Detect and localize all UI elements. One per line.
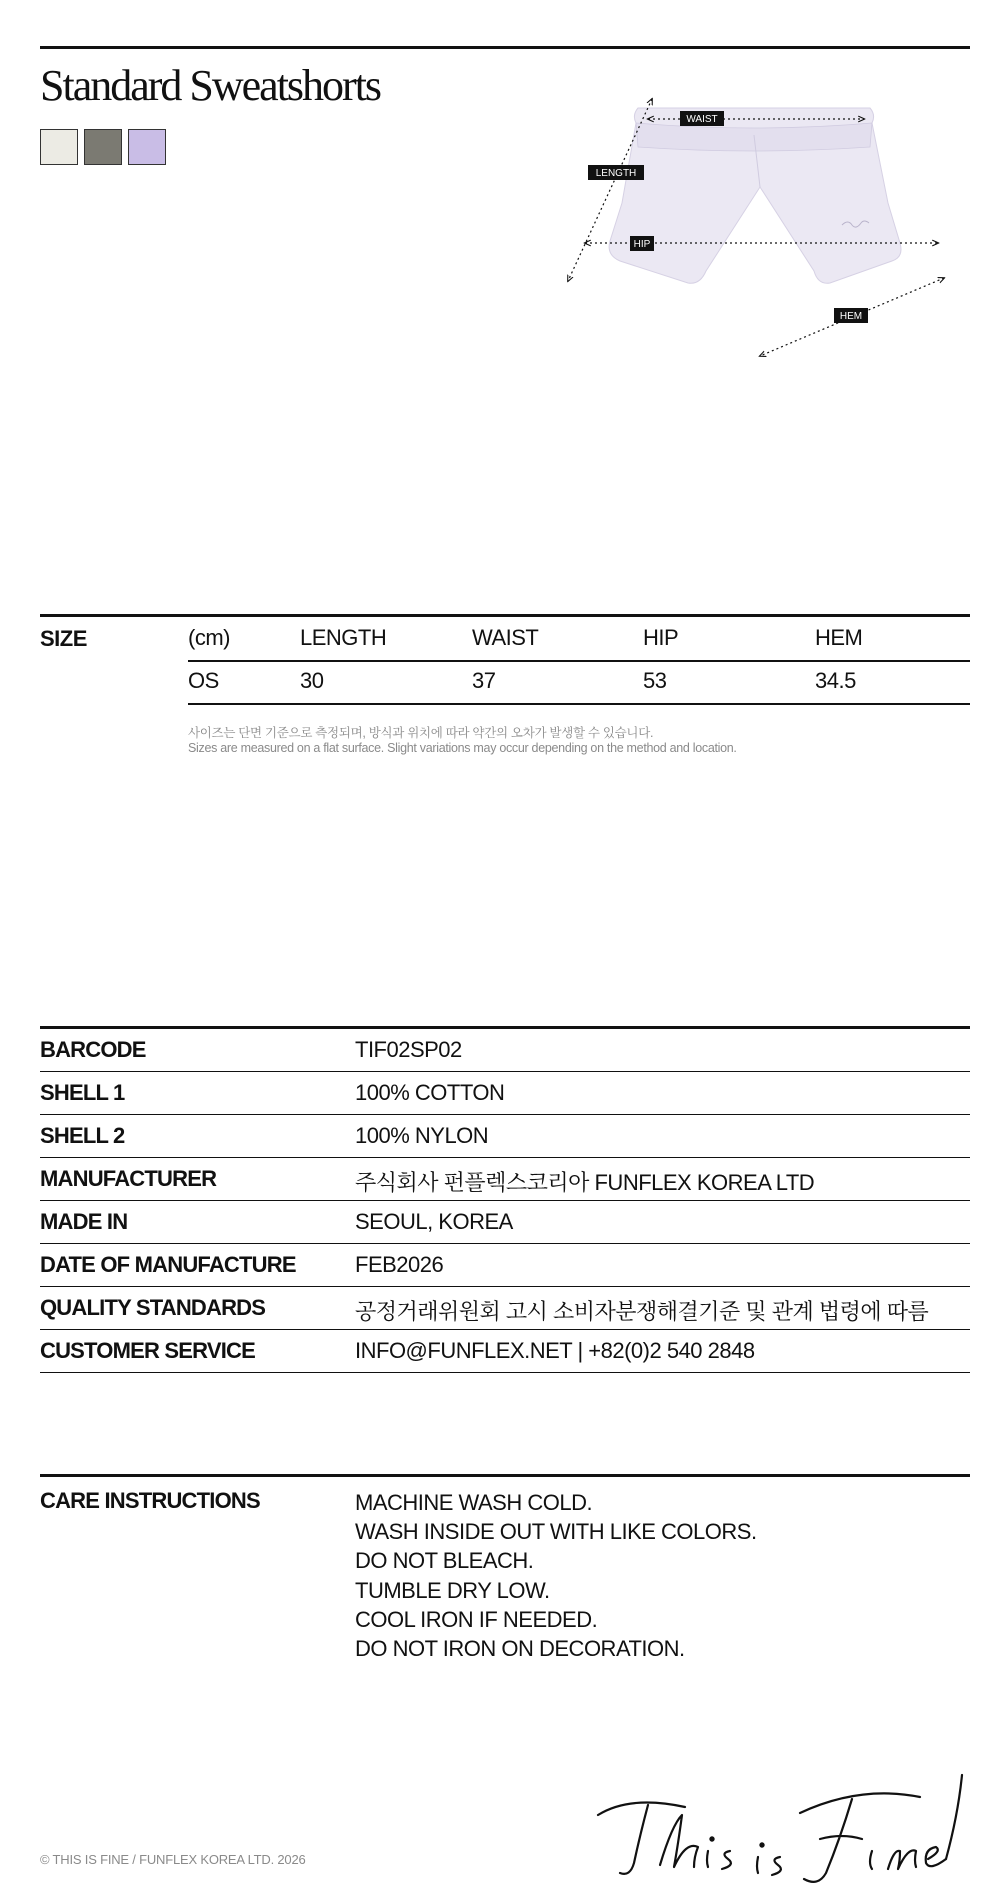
care-item: DO NOT IRON ON DECORATION. [355, 1636, 685, 1662]
care-item: COOL IRON IF NEEDED. [355, 1606, 598, 1632]
color-swatch-lavender[interactable] [128, 129, 166, 165]
spec-row-customer-service [40, 1330, 970, 1373]
size-header-length: LENGTH [300, 625, 387, 650]
top-rule [40, 46, 970, 49]
spec-row-shell-1 [40, 1072, 970, 1115]
size-header-rule [188, 660, 970, 662]
spec-value: TIF02SP02 [355, 1037, 462, 1062]
size-value-hem: 34.5 [815, 668, 856, 693]
spec-value: FEB2026 [355, 1252, 444, 1277]
size-row-rule [188, 703, 970, 705]
spec-key: SHELL 1 [40, 1080, 125, 1105]
size-header-hip: HIP [643, 625, 679, 650]
size-header-unit: (cm) [188, 625, 230, 650]
spec-row-manufacturer [40, 1158, 970, 1201]
spec-key: CUSTOMER SERVICE [40, 1338, 255, 1363]
care-section-rule [40, 1474, 970, 1477]
size-header-hem: HEM [815, 625, 863, 650]
spec-key: DATE OF MANUFACTURE [40, 1252, 296, 1277]
spec-key: BARCODE [40, 1037, 146, 1062]
color-swatch-cream[interactable] [40, 129, 78, 165]
product-title: Standard Sweatshorts [40, 61, 381, 110]
spec-value: 주식회사 펀플렉스코리아 FUNFLEX KOREA LTD [355, 1170, 815, 1195]
size-value-length: 30 [300, 668, 324, 693]
size-note-korean: 사이즈는 단면 기준으로 측정되며, 방식과 위치에 따라 약간의 오차가 발생할 수 있습니다. [188, 726, 654, 740]
size-header-waist: WAIST [472, 625, 539, 650]
care-item: DO NOT BLEACH. [355, 1548, 534, 1574]
copyright-text: © THIS IS FINE / FUNFLEX KOREA LTD. 2026 [40, 1852, 306, 1867]
size-section-rule [40, 614, 970, 617]
size-row-os: OS [188, 668, 219, 693]
size-section-label: SIZE [40, 626, 87, 651]
spec-value: 100% NYLON [355, 1123, 489, 1148]
care-list [355, 1488, 757, 1663]
spec-value: 공정거래위원회 고시 소비자분쟁해결기준 및 관계 법령에 따름 [355, 1299, 929, 1324]
hip-label: HIP [633, 239, 651, 250]
waist-label: WAIST [686, 114, 718, 125]
spec-row-quality [40, 1287, 970, 1330]
spec-value: 100% COTTON [355, 1080, 505, 1105]
spec-value[interactable]: INFO@FUNFLEX.NET | +82(0)2 540 2848 [355, 1338, 755, 1363]
size-value-waist: 37 [472, 668, 496, 693]
product-measurement-diagram [560, 95, 960, 365]
spec-row-date [40, 1244, 970, 1287]
length-label: LENGTH [595, 168, 637, 179]
spec-key: MANUFACTURER [40, 1166, 217, 1191]
spec-key: MADE IN [40, 1209, 128, 1234]
size-value-hip: 53 [643, 668, 667, 693]
spec-key: QUALITY STANDARDS [40, 1295, 266, 1320]
this-is-fine-signature-logo [590, 1755, 970, 1895]
spec-value: SEOUL, KOREA [355, 1209, 513, 1234]
spec-row-barcode [40, 1029, 970, 1072]
size-note-english: Sizes are measured on a flat surface. Slight variations may occur depending on the method and location. [188, 741, 737, 755]
care-item: MACHINE WASH COLD. [355, 1490, 593, 1515]
hem-label: HEM [839, 311, 863, 322]
color-swatch-charcoal[interactable] [84, 129, 122, 165]
care-item: WASH INSIDE OUT WITH LIKE COLORS. [355, 1519, 757, 1545]
spec-row-shell-2 [40, 1115, 970, 1158]
spec-row-made-in [40, 1201, 970, 1244]
care-section-label: CARE INSTRUCTIONS [40, 1488, 260, 1513]
spec-key: SHELL 2 [40, 1123, 125, 1148]
care-item: TUMBLE DRY LOW. [355, 1577, 550, 1603]
